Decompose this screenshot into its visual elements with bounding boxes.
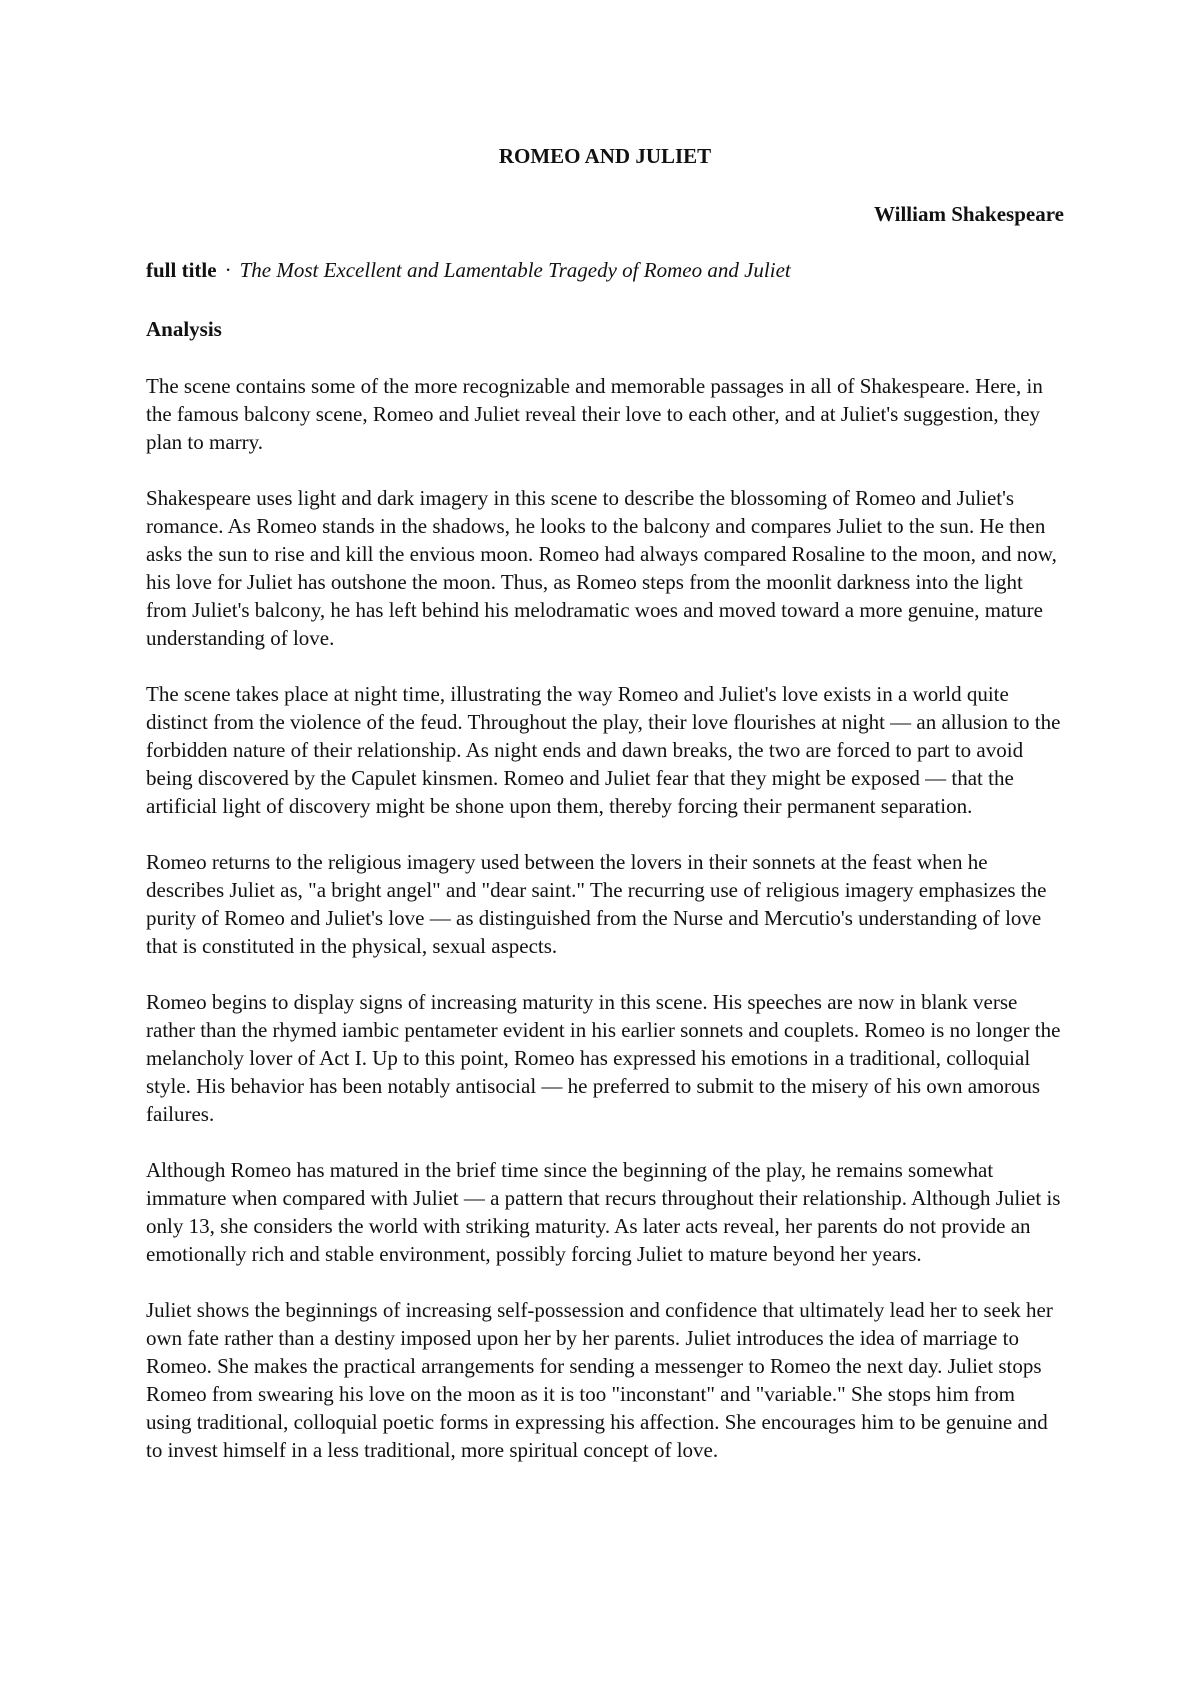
- paragraph: Romeo returns to the religious imagery used between the lovers in their sonnets at the feast when he describes Juliet as, "a bright angel" and "dear saint." The recurring use of religious imagery emphasizes the purity of Romeo and Juliet's love — as distinguished from the Nurse and Mercutio's understanding of love that is constituted in the physical, sexual aspects.: [146, 850, 1047, 958]
- paragraph: Although Romeo has matured in the brief time since the beginning of the play, he remains somewhat immature when compared with Juliet — a pattern that recurs throughout their relationship. Although Juliet is only 13, she considers the world with striking maturity. As later acts reveal, her parents do not provide an emotionally rich and stable environment, possibly forcing Juliet to mature beyond her years.: [146, 1158, 1061, 1266]
- section-heading-analysis: Analysis: [146, 317, 222, 341]
- document-title: ROMEO AND JULIET: [498, 144, 712, 168]
- full-title-separator: ·: [224, 258, 232, 282]
- paragraph: Romeo begins to display signs of increasing maturity in this scene. His speeches are now in blank verse rather than the rhymed iambic pentameter evident in his earlier sonnets and couplets. Romeo is no longer the melancholy lover of Act I. Up to this point, Romeo has expressed his emotions in a traditional, colloquial style. His behavior has been notably antisocial — he preferred to submit to the misery of his own amorous failures.: [146, 990, 1061, 1126]
- full-title-line: [146, 258, 791, 283]
- paragraph: Shakespeare uses light and dark imagery in this scene to describe the blossoming of Romeo and Juliet's romance. As Romeo stands in the shadows, he looks to the balcony and compares Juliet to the sun. He then asks the sun to rise and kill the envious moon. Romeo had always compared Rosaline to the moon, and now, his love for Juliet has outshone the moon. Thus, as Romeo steps from the moonlit darkness into the light from Juliet's balcony, he has left behind his melodramatic woes and moved toward a more genuine, mature understanding of love.: [146, 486, 1057, 650]
- author-name: William Shakespeare: [874, 202, 1064, 226]
- paragraph: Juliet shows the beginnings of increasing self-possession and confidence that ultimately lead her to seek her own fate rather than a destiny imposed upon her by her parents. Juliet introduces the idea of marriage to Romeo. She makes the practical arrangements for sending a messenger to Romeo the next day. Juliet stops Romeo from swearing his love on the moon as it is too "inconstant" and "variable." She stops him from using traditional, colloquial poetic forms in expressing his affection. She encourages him to be genuine and to invest himself in a less traditional, more spiritual concept of love.: [146, 1298, 1053, 1462]
- full-title-value: The Most Excellent and Lamentable Tragedy of Romeo and Juliet: [239, 258, 791, 282]
- full-title-label: full title: [146, 258, 217, 282]
- paragraph: The scene contains some of the more recognizable and memorable passages in all of Shakespeare. Here, in the famous balcony scene, Romeo and Juliet reveal their love to each other, and at Juliet's suggestion, they plan to marry.: [146, 374, 1043, 454]
- paragraph: The scene takes place at night time, illustrating the way Romeo and Juliet's love exists in a world quite distinct from the violence of the feud. Throughout the play, their love flourishes at night — an allusion to the forbidden nature of their relationship. As night ends and dawn breaks, the two are forced to part to avoid being discovered by the Capulet kinsmen. Romeo and Juliet fear that they might be exposed — that the artificial light of discovery might be shone upon them, thereby forcing their permanent separation.: [146, 682, 1061, 818]
- analysis-body: [146, 372, 1064, 1492]
